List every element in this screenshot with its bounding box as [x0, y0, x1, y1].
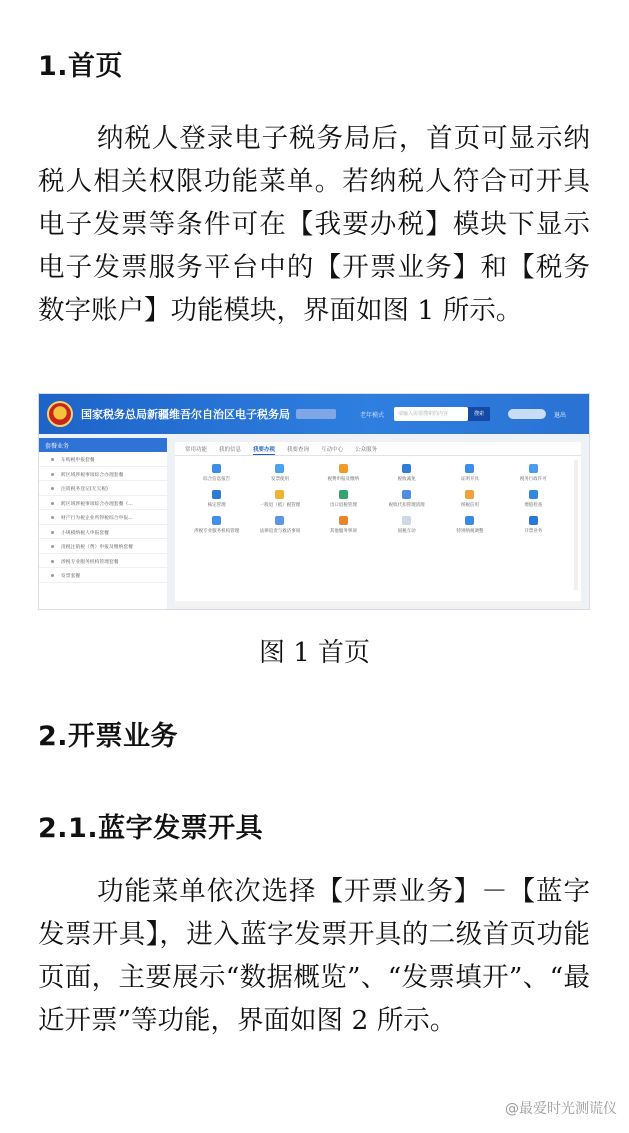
function-tile[interactable] [375, 516, 438, 534]
tab-tax-handling[interactable]: 我要办税 [253, 442, 275, 455]
blurred-region [296, 409, 336, 419]
function-tile-label: 特别纳税调整 [456, 529, 484, 534]
function-tile-label: 其他服务事项 [329, 529, 357, 534]
function-tile[interactable] [185, 490, 248, 508]
function-tile-label: 开票业务 [524, 529, 543, 534]
function-tile-icon [402, 464, 411, 473]
function-tile-label: 发票使用 [270, 477, 289, 482]
function-tile[interactable] [312, 516, 375, 534]
tab-my-info[interactable]: 我的信息 [219, 447, 242, 453]
sidebar-item[interactable]: 财产行为税企业所得税综合申报... [39, 510, 167, 525]
sidebar-item[interactable]: 车购税申报套餐 [39, 452, 167, 467]
function-tile-icon [529, 464, 538, 473]
function-tile[interactable] [438, 490, 501, 508]
function-tile[interactable] [185, 516, 248, 534]
function-tile[interactable] [502, 490, 565, 508]
function-tile-label: 税务行政许可 [519, 477, 547, 482]
screenshot-tabs [175, 442, 581, 456]
function-tile[interactable] [375, 464, 438, 482]
screenshot-search-button[interactable]: 搜索 [468, 407, 490, 421]
blurred-username [508, 409, 546, 419]
sidebar-header: 套餐业务 [39, 438, 167, 452]
function-tile[interactable] [248, 464, 311, 482]
function-tile[interactable] [438, 516, 501, 534]
function-tile[interactable] [312, 490, 375, 508]
sidebar-item[interactable]: 清税注销税（费）申报及缴纳套餐 [39, 539, 167, 554]
function-tile[interactable] [375, 490, 438, 508]
function-tile[interactable] [438, 464, 501, 482]
tab-query[interactable]: 我要查询 [287, 447, 310, 453]
screenshot-main-panel [175, 442, 581, 607]
section-heading-home: 1.首页 [38, 51, 124, 82]
function-tile-icon [275, 516, 284, 525]
function-tile-label: 国税互动 [397, 529, 416, 534]
figure1-caption: 图 1 首页 [258, 638, 371, 668]
tab-public-service[interactable]: 公众服务 [355, 447, 378, 453]
function-tile[interactable] [185, 464, 248, 482]
function-tile-icon [275, 490, 284, 499]
function-tile[interactable] [248, 516, 311, 534]
screenshot-sidebar [39, 438, 167, 610]
function-tile-label: 税收减免 [397, 477, 416, 482]
sidebar-item[interactable]: 注销税务登记(无欠税) [39, 481, 167, 496]
function-tile[interactable] [502, 516, 565, 534]
function-tile-icon [402, 516, 411, 525]
function-tile-label: 一般退（抵）税管理 [259, 503, 301, 508]
function-tile[interactable] [502, 464, 565, 482]
watermark: @最爱时光测谎仪 [505, 1101, 617, 1117]
section-heading-invoicing: 2.开票业务 [38, 721, 179, 752]
horizontal-scrollbar[interactable] [175, 601, 581, 607]
function-tile-label: 综合信息报告 [203, 477, 231, 482]
function-tile-label: 出口退税管理 [329, 503, 357, 508]
blue-invoice-text: 功能菜单依次选择【开票业务】－【蓝字发票开具】，进入蓝字发票开具的二级首页功能页面，主要展示“数据概览”、“发票填开”、“最近开票”等功能，界面如图 2 所示。 [38, 876, 590, 1036]
section-heading-blue-invoice: 2.1.蓝字发票开具 [38, 813, 264, 844]
logout-link[interactable]: 退出 [554, 411, 567, 419]
figure1-screenshot [38, 393, 590, 610]
function-tile-label: 增值检查 [524, 503, 543, 508]
sidebar-item[interactable]: 发票套餐 [39, 568, 167, 583]
function-tile-label: 核定管理 [207, 503, 226, 508]
function-tile-label: 纳税信用 [460, 503, 479, 508]
function-tile-icon [212, 490, 221, 499]
tab-common[interactable]: 常用功能 [185, 447, 208, 453]
function-tile-label: 证明开具 [460, 477, 479, 482]
function-tile-icon [339, 464, 348, 473]
function-tile-icon [339, 516, 348, 525]
function-tile[interactable] [248, 490, 311, 508]
function-tile[interactable] [312, 464, 375, 482]
screenshot-body [39, 438, 590, 610]
tab-interaction[interactable]: 互动中心 [321, 447, 344, 453]
function-tile-icon [465, 464, 474, 473]
function-tile-icon [339, 490, 348, 499]
tax-emblem-icon [47, 401, 73, 427]
function-grid [185, 464, 565, 534]
function-tile-icon [465, 490, 474, 499]
screenshot-site-title: 国家税务总局新疆维吾尔自治区电子税务局 [81, 408, 290, 421]
sidebar-item[interactable]: 跨区域涉税事项综合办理套餐 [39, 467, 167, 482]
sidebar-item[interactable]: 涉税专业服务机构管理套餐 [39, 554, 167, 569]
function-tile-icon [529, 516, 538, 525]
sidebar-item[interactable]: 跨区域涉税事项综合办理套餐（... [39, 496, 167, 511]
function-tile-icon [465, 516, 474, 525]
function-tile-icon [212, 464, 221, 473]
home-description-paragraph [38, 117, 590, 332]
sidebar-item[interactable]: 小规模纳税人申报套餐 [39, 525, 167, 540]
function-tile-icon [402, 490, 411, 499]
function-tile-label: 涉税专业服务机构管理 [194, 529, 240, 534]
home-description-text: 纳税人登录电子税务局后，首页可显示纳税人相关权限功能菜单。若纳税人符合可开具电子发票等条件可在【我要办税】模块下显示电子发票服务平台中的【开票业务】和【税务数字账户】功能模块，界面如图 1 所示。 [38, 123, 590, 326]
function-tile-icon [529, 490, 538, 499]
blue-invoice-paragraph [38, 870, 590, 1042]
function-tile-label: 税费申报及缴纳 [327, 477, 360, 482]
screenshot-header [39, 394, 589, 434]
function-tile-label: 税收代扣管理清理 [388, 503, 425, 508]
function-tile-icon [212, 516, 221, 525]
vertical-scrollbar[interactable] [574, 460, 578, 590]
screenshot-search-input[interactable]: 请输入需要搜索的内容 [394, 407, 468, 421]
function-tile-label: 法律追责与救济事项 [259, 529, 301, 534]
old-mode-link[interactable]: 老年模式 [360, 411, 385, 419]
function-tile-icon [275, 464, 284, 473]
